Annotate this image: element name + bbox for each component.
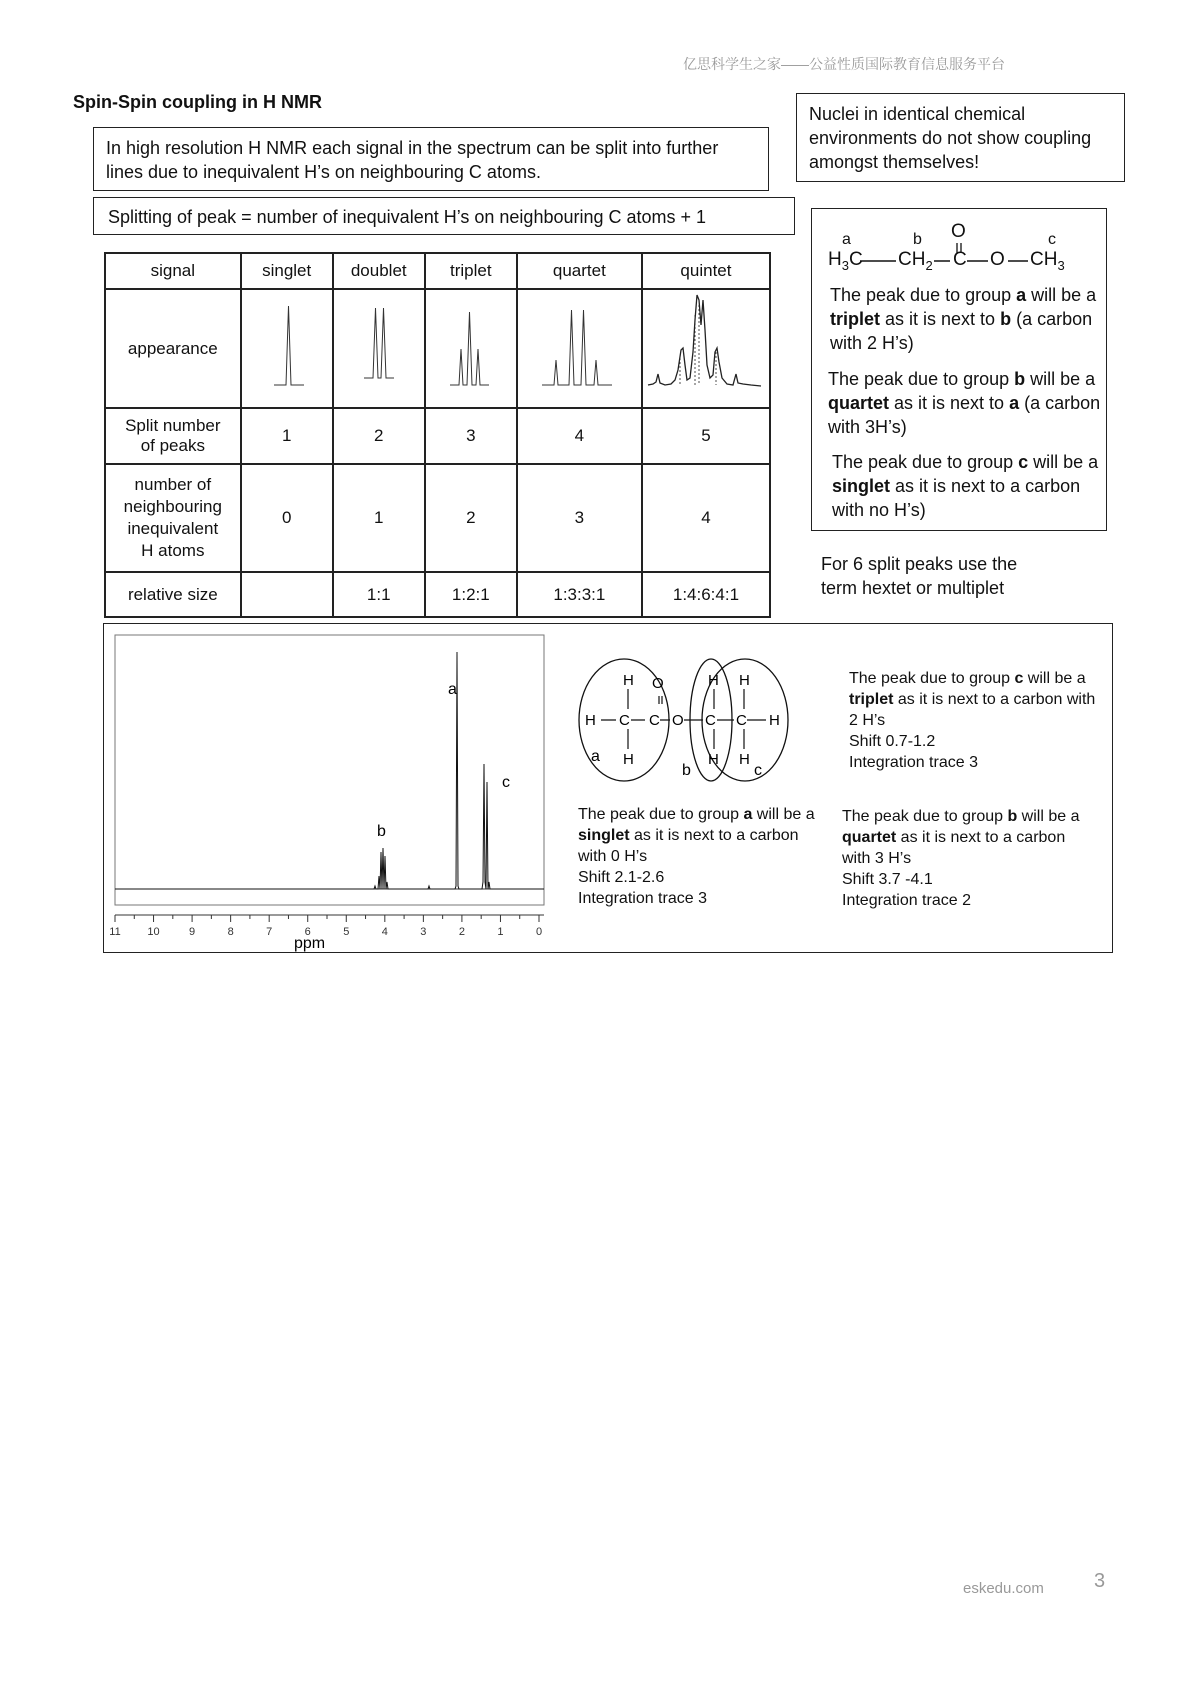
relative-doublet: 1:1: [333, 572, 425, 617]
atom-h-left: H: [585, 712, 596, 729]
atom-h-c3-top: H: [708, 672, 719, 689]
doublet-peak-graphic: [334, 290, 423, 402]
spectrum-tick-label: 8: [227, 926, 234, 938]
table-header-quintet: quintet: [642, 253, 770, 289]
spectrum-tick-label: 1: [497, 926, 504, 938]
table-header-triplet: triplet: [425, 253, 517, 289]
example1-label-a: a: [842, 231, 851, 248]
identical-note-box: [796, 93, 1125, 182]
spectrum-label-a: a: [448, 681, 457, 698]
example1-peak-b-text: The peak due to group b will be a quartet as it is next to a (a carbon with 3H’s): [828, 369, 1101, 437]
table-label-relative: relative size: [105, 572, 241, 617]
spectrum-trace: [115, 652, 544, 889]
example1-carbonyl-o: O: [951, 221, 966, 242]
spectrum-ticks: [109, 915, 542, 938]
example1-ch3: $CH_3$: [1030, 249, 1065, 273]
split-triplet: 3: [425, 408, 517, 464]
split-quartet: 4: [517, 408, 642, 464]
group-label-c: c: [754, 762, 762, 779]
spectrum-tick-label: 0: [535, 926, 543, 938]
atom-h-right: H: [769, 712, 780, 729]
rule-box: [93, 197, 795, 235]
atom-h-c4-bottom: H: [739, 751, 750, 768]
table-row-relative: [105, 572, 770, 617]
spectrum-tick-label: 11: [109, 926, 121, 938]
example2-peak-b-text: The peak due to group b will be a quartet as it is next to a carbon with 3 H’s Shift 3.7 -4.1 Integration trace 2: [842, 808, 1080, 909]
example1-h3c: $H_3C$: [828, 249, 863, 273]
split-quintet: 5: [642, 408, 770, 464]
atom-ester-o: O: [672, 712, 684, 729]
intro-text: In high resolution H NMR each signal in the spectrum can be split into further lines due to inequivalent H’s on neighbouring C atoms.: [106, 138, 719, 182]
table-label-appearance: appearance: [105, 289, 241, 408]
intro-box: [93, 127, 769, 191]
footer-site: eskedu.com: [963, 1580, 1044, 1597]
relative-quartet: 1:3:3:1: [517, 572, 642, 617]
example1-carbonyl-c: C: [953, 249, 967, 270]
atom-c2: C: [649, 712, 660, 729]
atom-h-c4-top: H: [739, 672, 750, 689]
table-label-split: Split number of peaks: [105, 408, 241, 464]
example1-peak-a-text: The peak due to group a will be a triplet as it is next to b (a carbon with 2 H’s): [830, 285, 1097, 353]
neighbours-quintet: 4: [642, 464, 770, 572]
atom-h-c1-top: H: [623, 672, 634, 689]
quartet-peak-graphic: [518, 290, 640, 402]
example2-structure: [574, 654, 804, 784]
table-header-row: [105, 253, 770, 289]
split-singlet: 1: [241, 408, 333, 464]
neighbours-triplet: 2: [425, 464, 517, 572]
doublet-appearance: [333, 289, 425, 408]
table-header-signal: signal: [105, 253, 241, 289]
spectrum-tick-label: 9: [189, 926, 196, 938]
atom-carbonyl-o: O: [652, 675, 664, 692]
spectrum-label-c: c: [502, 774, 510, 791]
split-doublet: 2: [333, 408, 425, 464]
spectrum-label-b: b: [377, 823, 386, 840]
page-number: 3: [1094, 1570, 1106, 1592]
example2-box: [103, 623, 1113, 953]
table-row-neighbours: [105, 464, 770, 572]
atom-c4: C: [736, 712, 747, 729]
table-header-quartet: quartet: [517, 253, 642, 289]
identical-note-text: Nuclei in identical chemical environments do not show coupling amongst themselves!: [809, 104, 1092, 172]
neighbours-quartet: 3: [517, 464, 642, 572]
rule-text: Splitting of peak = number of inequivalent H’s on neighbouring C atoms + 1: [108, 207, 707, 227]
example1-label-b: b: [913, 231, 922, 248]
atom-c1: C: [619, 712, 630, 729]
spectrum-tick-label: 2: [458, 926, 465, 938]
group-label-b: b: [682, 762, 691, 779]
table-header-singlet: singlet: [241, 253, 333, 289]
page-title: Spin-Spin coupling in H NMR: [73, 92, 322, 112]
singlet-appearance: [241, 289, 333, 408]
example2-peak-c-text: The peak due to group c will be a triplet as it is next to a carbon with 2 H’s Shift 0.7-1.2 Integration trace 3: [849, 670, 1096, 771]
spectrum-tick-label: 6: [304, 926, 311, 938]
table-header-doublet: doublet: [333, 253, 425, 289]
relative-singlet: [241, 572, 333, 617]
splitting-table: [104, 252, 771, 618]
singlet-peak-graphic: [242, 290, 331, 402]
example2-peak-a-text: The peak due to group a will be a singlet as it is next to a carbon with 0 H’s Shift 2.1-2.6 Integration trace 3: [578, 806, 815, 907]
relative-triplet: 1:2:1: [425, 572, 517, 617]
spectrum-xlabel: ppm: [294, 935, 326, 952]
group-label-a: a: [591, 748, 600, 765]
table-row-appearance: [105, 289, 770, 408]
triplet-peak-graphic: [426, 290, 515, 402]
spectrum-frame: [115, 635, 544, 905]
atom-h-c1-bottom: H: [623, 751, 634, 768]
spectrum-tick-label: 4: [381, 926, 388, 938]
spectrum-tick-label: 7: [266, 926, 273, 938]
example1-peak-c-text: The peak due to group c will be a singlet as it is next to a carbon with no H’s): [832, 452, 1099, 520]
triplet-appearance: [425, 289, 517, 408]
table-row-split: [105, 408, 770, 464]
quintet-appearance: [642, 289, 770, 408]
example1-bonds: [812, 209, 1108, 279]
header-site-cn: 亿思科学生之家——公益性质国际教育信息服务平台: [683, 56, 1005, 72]
neighbours-singlet: 0: [241, 464, 333, 572]
example1-ester-o: O: [990, 249, 1005, 270]
hextet-note: For 6 split peaks use the term hextet or multiplet: [821, 554, 1018, 598]
table-label-neighbours: number of neighbouring inequivalent H atoms: [105, 464, 241, 572]
atom-c3: C: [705, 712, 716, 729]
neighbours-doublet: 1: [333, 464, 425, 572]
atom-h-c3-bottom: H: [708, 751, 719, 768]
relative-quintet: 1:4:6:4:1: [642, 572, 770, 617]
example1-label-c: c: [1048, 231, 1056, 248]
example1-box: [811, 208, 1107, 531]
example1-formula: [812, 209, 1108, 279]
example1-ch2: $CH_2$: [898, 249, 933, 273]
quartet-appearance: [517, 289, 642, 408]
spectrum-tick-label: 10: [147, 926, 160, 938]
spectrum-tick-label: 5: [343, 926, 350, 938]
nmr-spectrum: [104, 624, 554, 952]
spectrum-tick-label: 3: [420, 926, 427, 938]
quintet-peak-graphic: [643, 290, 768, 402]
